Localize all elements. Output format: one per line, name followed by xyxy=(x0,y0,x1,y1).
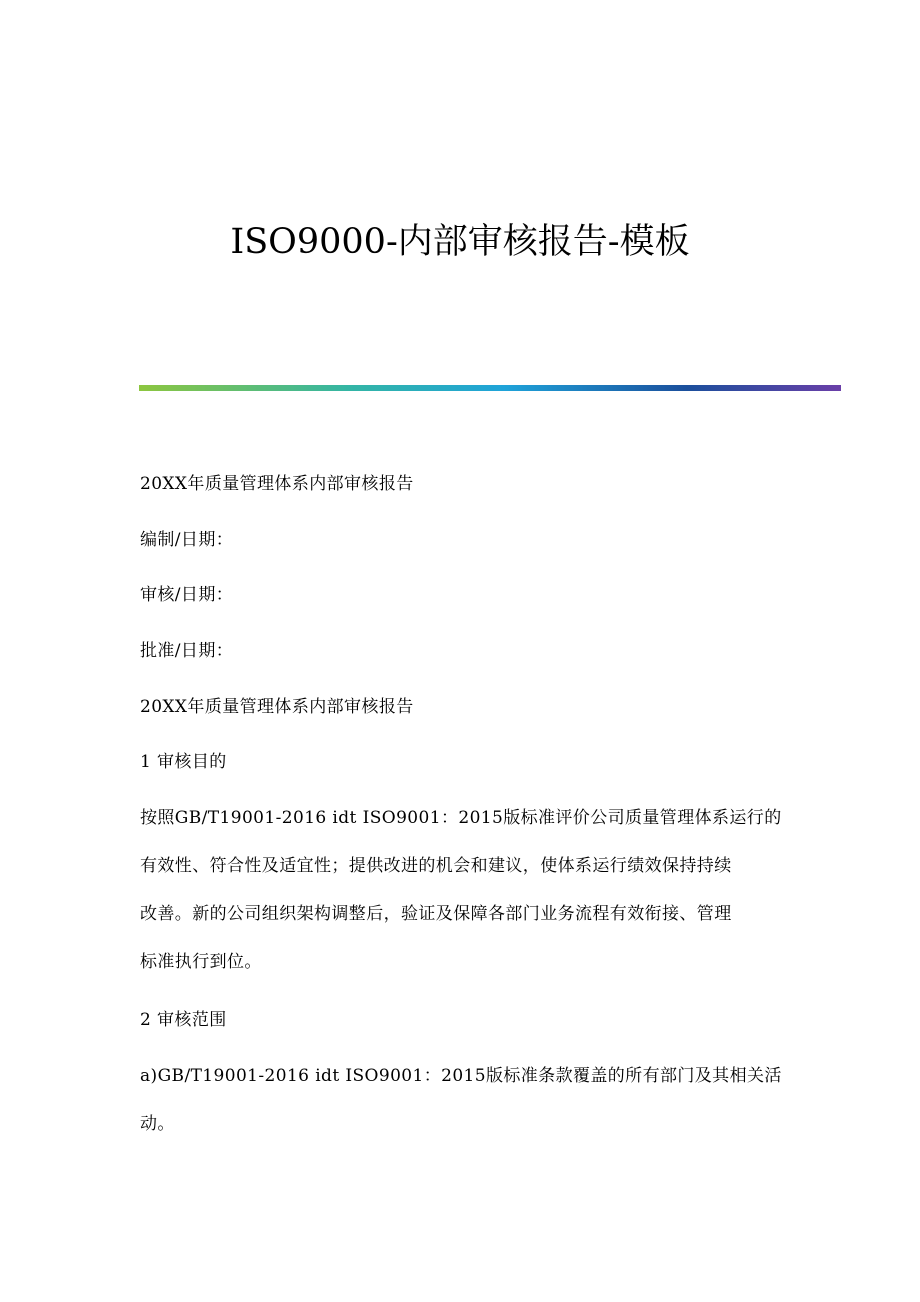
section-2-line: a)GB/T19001-2016 idt ISO9001：2015版标准条款覆盖的所有部门及其相关活 xyxy=(140,1066,782,1086)
report-name-repeat-line: 20XX年质量管理体系内部审核报告 xyxy=(140,697,414,717)
section-1-line: 改善。新的公司组织架构调整后，验证及保障各部门业务流程有效衔接、管理 xyxy=(140,904,732,924)
section-1-line: 按照GB/T19001-2016 idt ISO9001：2015版标准评价公司质量管理体系运行的 xyxy=(140,808,782,828)
section-2-line: 动。 xyxy=(140,1114,175,1134)
section-2-heading: 2 审核范围 xyxy=(140,1010,227,1030)
reviewed-date-line: 审核/日期： xyxy=(140,585,234,605)
gradient-divider xyxy=(139,385,841,391)
section-1-line: 标准执行到位。 xyxy=(140,952,262,972)
section-1-line: 有效性、符合性及适宜性；提供改进的机会和建议，使体系运行绩效保持持续 xyxy=(140,856,732,876)
section-2-paragraph xyxy=(140,1052,790,1148)
report-name-line: 20XX年质量管理体系内部审核报告 xyxy=(140,474,414,494)
section-1-paragraph xyxy=(140,794,790,986)
prepared-date-line: 编制/日期： xyxy=(140,530,234,550)
section-1-heading: 1 审核目的 xyxy=(140,752,227,772)
document-title: ISO9000-内部审核报告-模板 xyxy=(230,222,690,262)
approved-date-line: 批准/日期： xyxy=(140,641,234,661)
